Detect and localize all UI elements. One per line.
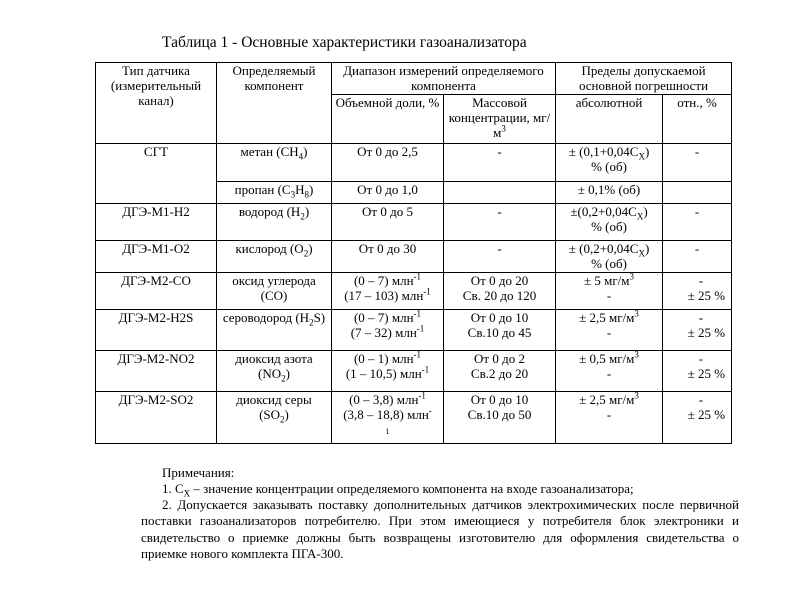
header-volume-fraction: Объемной доли, % — [332, 95, 444, 144]
volume-range-cell: (0 – 7) млн$^{-1}$ (17 – 103) млн$^{-1}$ — [332, 273, 444, 310]
component-cell: диоксид азота $(NO_2)$ — [217, 351, 332, 392]
component-cell: метан $(CH_4)$ — [217, 144, 332, 182]
volume-range-cell: От 0 до 5 — [332, 204, 444, 241]
mass-range-cell: От 0 до 10 Св.10 до 50 — [444, 392, 556, 444]
component-cell: пропан $(C_3H_8)$ — [217, 182, 332, 204]
sensor-type-cell: ДГЭ-М1-Н2 — [96, 204, 217, 241]
relative-error-cell: - — [663, 144, 732, 182]
volume-range-cell: (0 – 7) млн$^{-1}$ (7 – 32) млн$^{-1}$ — [332, 310, 444, 351]
absolute-error-cell: ± $(0,2+0,04C_X)$ % (об) — [556, 241, 663, 273]
relative-error-cell — [663, 182, 732, 204]
volume-range-cell: От 0 до 30 — [332, 241, 444, 273]
sensor-type-cell: СГТ — [96, 144, 217, 204]
characteristics-table — [95, 62, 732, 444]
sensor-type-cell: ДГЭ-М2-Н2S — [96, 310, 217, 351]
relative-error-cell: - — [663, 204, 732, 241]
absolute-error-cell: $\pm(0,2+0,04C_X)$ % (об) — [556, 204, 663, 241]
mass-range-cell: - — [444, 241, 556, 273]
volume-range-cell: От 0 до 2,5 — [332, 144, 444, 182]
header-mass-concentration: Массовой концентрации, $мг/м^3$ — [444, 95, 556, 144]
absolute-error-cell: ± 2,5 $мг/м^3$ - — [556, 392, 663, 444]
table-row — [96, 310, 732, 351]
relative-error-cell: - ± 25 % — [663, 392, 732, 444]
volume-range-cell: От 0 до 1,0 — [332, 182, 444, 204]
header-row — [96, 63, 732, 95]
component-cell: диоксид серы $(SO_2)$ — [217, 392, 332, 444]
table-title: Таблица 1 - Основные характеристики газоанализатора — [162, 34, 527, 51]
volume-range-cell: (0 – 3,8) млн$^{-1}$ (3,8 – 18,8) млн- 1 — [332, 392, 444, 444]
table-row — [96, 241, 732, 273]
mass-range-cell: - — [444, 144, 556, 182]
component-cell: кислород $(O_2)$ — [217, 241, 332, 273]
header-relative: отн., % — [663, 95, 732, 144]
sensor-type-cell: ДГЭ-М1-О2 — [96, 241, 217, 273]
header-absolute: абсолютной — [556, 95, 663, 144]
header-error-limits: Пределы допускаемой основной погрешности — [556, 63, 732, 95]
relative-error-cell: - ± 25 % — [663, 310, 732, 351]
mass-range-cell: От 0 до 2 Св.2 до 20 — [444, 351, 556, 392]
volume-range-cell: (0 – 1) млн$^{-1}$ (1 – 10,5) млн$^{-1}$ — [332, 351, 444, 392]
absolute-error-cell: ± 2,5 $мг/м^3$ - — [556, 310, 663, 351]
header-component: Определяемый компонент — [217, 63, 332, 144]
component-cell: водород $(H_2)$ — [217, 204, 332, 241]
absolute-error-cell: ± $(0,1+0,04C_X)$ % (об) — [556, 144, 663, 182]
sensor-type-cell: ДГЭ-М2-NО2 — [96, 351, 217, 392]
sensor-type-cell: ДГЭ-М2-СО — [96, 273, 217, 310]
header-range: Диапазон измерений определяемого компонента — [332, 63, 556, 95]
mass-range-cell: От 0 до 10 Св.10 до 45 — [444, 310, 556, 351]
table-row — [96, 144, 732, 182]
mass-range-cell: - — [444, 204, 556, 241]
mass-range-cell — [444, 182, 556, 204]
absolute-error-cell: ± 0,5 $мг/м^3$ - — [556, 351, 663, 392]
table-row — [96, 351, 732, 392]
component-cell: сероводород $(H_2S)$ — [217, 310, 332, 351]
table-row — [96, 273, 732, 310]
notes-heading: Примечания: — [162, 465, 235, 480]
note-1: 1. $C_X$ – значение концентрации определяемого компонента на входе газоанализатора; — [162, 481, 634, 499]
relative-error-cell: - ± 25 % — [663, 273, 732, 310]
absolute-error-cell: ± 5 $мг/м^3$ - — [556, 273, 663, 310]
mass-range-cell: От 0 до 20 Св. 20 до 120 — [444, 273, 556, 310]
note-2: 2. Допускается заказывать поставку дополнительных датчиков электрохимических после первичной поставки газоанализаторов потребителю. При этом имеющиеся у потребителя блок электроники и свидетельство о приемке должны быть возвращены изготовителю для оформления свидетельства о приемке нового комплекта ПГА-300. — [141, 497, 739, 562]
relative-error-cell: - ± 25 % — [663, 351, 732, 392]
sensor-type-cell: ДГЭ-М2-SО2 — [96, 392, 217, 444]
table-row — [96, 392, 732, 444]
header-sensor-type: Тип датчика (измерительный канал) — [96, 63, 217, 144]
absolute-error-cell: ± 0,1% (об) — [556, 182, 663, 204]
component-cell: оксид углерода (CO) — [217, 273, 332, 310]
table-row — [96, 204, 732, 241]
relative-error-cell: - — [663, 241, 732, 273]
